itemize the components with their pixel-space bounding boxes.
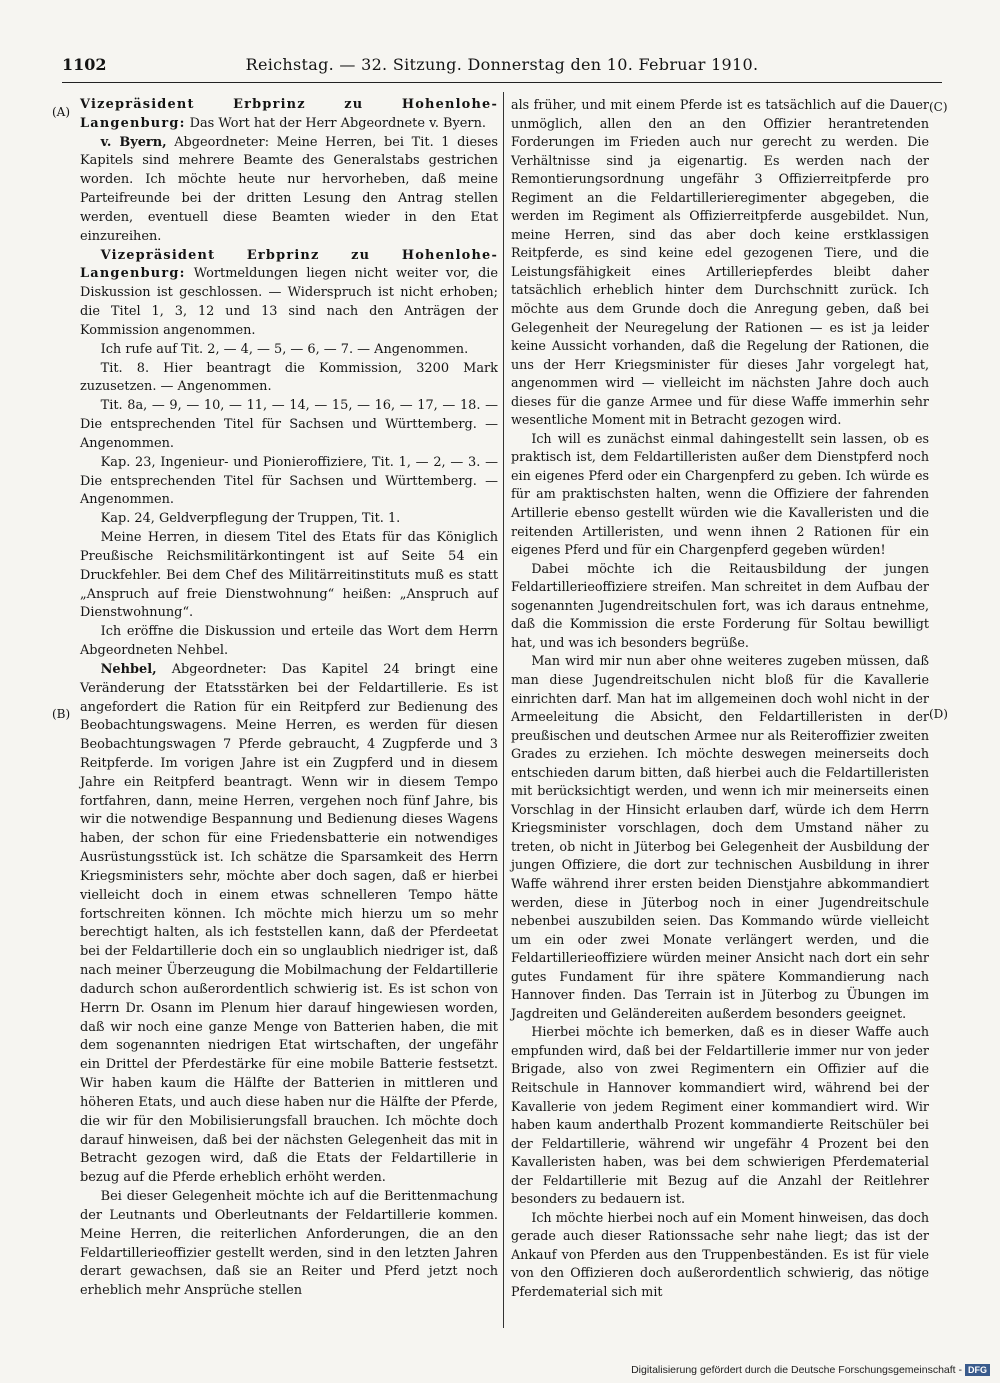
footer-text: Digitalisierung gefördert durch die Deutsche Forschungsgemeinschaft - [631,1364,962,1376]
speaker: v. Byern, [100,134,167,150]
paragraph [80,134,498,247]
margin-mark-d: (D) [929,707,948,721]
margin-mark-c: (C) [929,100,948,114]
paragraph: Ich möchte hierbei noch auf ein Moment hinweisen, das doch gerade auch dieser Rationssache sehr nahe liegt; das ist der Ankauf von Pferden aus den Truppenbeständen. Es ist für viele von den Offizieren doch außerordentlich schwierig, das nötige Pferdematerial sich mit [511,1209,929,1299]
paragraph: Bei dieser Gelegenheit möchte ich auf die Berittenmachung der Leutnants und Oberleutnants der Feldartillerie kommen. Meine Herren, die reiterlichen Anforderungen, die an den Feldartillerieoffizier gestellt werden, sind in den letzten Jahren derart gewachsen, daß sie an Reiter und Pferd jetzt noch erheblich mehr Ansprüche stellen [80,1189,498,1299]
running-header [62,50,942,80]
paragraph [80,96,498,134]
paragraph: Man wird mir nun aber ohne weiteres zugeben müssen, daß man diese Jugendreitschulen nicht bloß für die Kavallerie einrichten darf. Man hat im allgemeinen doch wohl nicht in der Armeeleitung die Absicht, den Feldartilleristen in der preußischen und deutschen Armee nur als Reiteroffizier zweiten Grades zu erziehen. Ich möchte deswegen meinerseits doch entschieden darum bitten, daß hierbei auch die Feldartilleristen mit berücksichtigt werden, und wenn ich mir meinerseits einen Vorschlag in der Hinsicht erlauben darf, würde ich dem Herrn Kriegsminister vorschlagen, doch dem Umstand näher zu treten, ob nicht in Jüterbog bei Gelegenheit der Ausbildung der jungen Offiziere, die dort zur technischen Ausbildung in ihrer Waffe während ihrer ersten beiden Dienstjahre abkommandiert werden, diese in Jüterbog noch in einer Jugendreitschule nebenbei auszubilden seien. Das Kommando würde vielleicht um ein oder zwei Monate verlängert werden, und die Feldartillerieoffiziere würden meiner Ansicht nach dort ein sehr gutes Fundament für ihre spätere Kommandierung nach Hannover finden. Das Terrain ist in Jüterbog zu Übungen im Jagdreiten und Geländereiten außerdem besonders geeignet. [511,653,929,1021]
speech-text: Abgeordneter: Das Kapitel 24 bringt eine Veränderung der Etatsstärken bei der Feldartillerie. Es ist angefordert die Ration für ein Reitpferd zur Bedienung des Beobachtungswagens. Meine Herren, es werden für diesen Beobachtungswagen 7 Pferde gebraucht, 4 Zugpferde und 3 Reitpferde. Im vorigen Jahre ist ein Zugpferd und in diesem Jahre ein Reitpferd beantragt. Wenn wir in diesem Tempo fortfahren, dann, meine Herren, vergehen noch fünf Jahre, bis wir die notwendige Bespannung und Bedienung dieses Wagens haben, der schon für eine Friedensbatterie ein notwendiges Ausrüstungsstück ist. Ich schätze die Sparsamkeit des Herrn Kriegsministers sehr, möchte aber doch sagen, daß er hierbei vielleicht doch in einem etwas schnelleren Tempo hätte fortschreiten können. Ich möchte mich hierzu um so mehr berechtigt halten, als ich feststellen kann, daß der Pferdeetat bei der Feldartillerie doch ein so unglaublich niedriger ist, daß nach meiner Überzeugung die Mobilmachung der Feldartillerie dadurch schon außerordentlich schwierig ist. Es ist schon von Herrn Dr. Osann im Plenum hier darauf hingewiesen worden, daß wir noch eine ganze Menge von Batterien haben, die mit dem sogenannten niedrigen Etat wirtschaften, der ungefähr ein Drittel der Pferdestärke für eine mobile Batterie festsetzt. Wir haben kaum die Hälfte der Batterien in mittleren und höheren Etats, und auch diese haben nur die Hälfte der Pferde, die wir für den Mobilisierungsfall brauchen. Ich möchte doch darauf hinweisen, daß bei der nächsten Gelegenheit das mit in Betracht gezogen wird, daß die Etats der Feldartillerie in bezug auf die Pferde erheblich erhöht werden. [80,661,498,1186]
header-rule [62,82,942,83]
paragraph: Ich rufe auf Tit. 2, — 4, — 5, — 6, — 7. — Angenommen. [100,341,469,357]
column-divider [503,92,504,1328]
speech-text: Wortmeldungen liegen nicht weiter vor, die Diskussion ist geschlossen. — Widerspruch ist nicht erhoben; die Titel 1, 3, 12 und 13 sind nach den Anträgen der Kommission angenommen. [80,266,498,338]
paragraph [80,661,498,1188]
page-number: 1102 [62,55,107,74]
margin-mark-a: (A) [52,105,71,119]
speech-text: Abgeordneter: Meine Herren, bei Tit. 1 dieses Kapitels sind mehrere Beamte des Generalstabs gestrichen worden. Ich möchte heute nur hervorheben, daß meine Parteifreunde bei der dritten Lesung den Antrag stellen werden, eventuell diese Beamten wieder in den Etat einzureihen. [80,134,498,244]
speaker: Nehbel, [100,661,157,677]
running-title: Reichstag. — 32. Sitzung. Donnerstag den 10. Februar 1910. [245,55,759,74]
paragraph: Hierbei möchte ich bemerken, daß es in dieser Waffe auch empfunden wird, daß bei der Feldartillerie immer nur von jeder Brigade, also von zwei Regimentern ein Offizier auf die Reitschule in Hannover kommandiert wird, während bei der Kavallerie von jedem Regiment einer kommandiert wird. Wir haben kaum anderthalb Prozent kommandierte Reitschüler bei der Feldartillerie, während wir ungefähr 4 Prozent bei den Kavalleristen haben, was bei dem schwierigen Pferdematerial der Feldartillerie mit Bezug auf die Anzahl der Reitlehrer besonders zu bedauern ist. [511,1024,929,1207]
dfg-logo: DFG [965,1364,990,1376]
paragraph: Kap. 24, Geldverpflegung der Truppen, Tit. 1. [100,511,401,527]
paragraph [80,247,498,341]
speech-text: Das Wort hat der Herr Abgeordnete v. Byern. [185,115,486,131]
digitization-footer [600,1364,990,1376]
paragraph: Tit. 8a, — 9, — 10, — 11, — 14, — 15, — 16, — 17, — 18. — Die entsprechenden Titel für Sachsen und Württemberg. — Angenommen. [80,398,498,451]
right-column [511,96,929,1302]
paragraph: Dabei möchte ich die Reitausbildung der jungen Feldartillerieoffiziere streifen. Man schreitet in dem Aufbau der sogenannten Jugendreitschulen fort, was ich daraus entnehme, daß die Kommission die erste Forderung für Soltau bewilligt hat, und was ich besonders begrüße. [511,560,929,650]
paragraph: Meine Herren, in diesem Titel des Etats für das Königlich Preußische Reichsmilitärkontingent ist auf Seite 54 ein Druckfehler. Bei dem Chef des Militärreitinstituts muß es statt „Anspruch auf freie Dienstwohnung“ heißen: „Anspruch auf Dienstwohnung“. [80,530,498,621]
paragraph: Kap. 23, Ingenieur- und Pionieroffiziere, Tit. 1, — 2, — 3. — Die entsprechenden Titel für Sachsen und Württemberg. — Angenommen. [80,454,498,508]
paragraph: als früher, und mit einem Pferde ist es tatsächlich auf die Dauer unmöglich, allen den an den Offizier herantretenden Forderungen im Frieden auch nur gerecht zu werden. Die Verhältnisse sind ja eigenartig. Es werden nach der Remontierungsordnung ungefähr 3 Offizierreitpferde pro Regiment an die Feldartillerieregimenter abgegeben, die werden im Regiment als Offizierreitpferde ausgebildet. Nun, meine Herren, sind das aber doch keine erstklassigen Reitpferde, es sind keine edel gezogenen Tiere, und die Leistungsfähigkeit eines Artilleriepferdes bleibt daher tatsächlich erheblich hinter dem Durchschnitt zurück. Ich möchte aus dem Grunde doch die Anregung geben, daß bei Gelegenheit der Neuregelung der Rationen — es ist ja leider keine Aussicht vorhanden, daß die Regelung der Rationen, die uns der Herr Kriegsminister für dieses Jahr vorgelegt hat, angenommen wird — vielleicht im nächsten Jahre doch auch dieses für die ganze Armee und für diese Waffe immerhin sehr wesentliche Moment mit in Betracht gezogen wird. [511,97,929,428]
margin-mark-b: (B) [52,707,71,721]
paragraph: Ich eröffne die Diskussion und erteile das Wort dem Herrn Abgeordneten Nehbel. [80,624,498,659]
left-column [80,96,498,1301]
speaker: Vizepräsident Erbprinz zu Hohenlohe-Langenburg: [80,247,498,282]
paragraph: Tit. 8. Hier beantragt die Kommission, 3200 Mark zuzusetzen. — Angenommen. [80,360,498,395]
paragraph: Ich will es zunächst einmal dahingestellt sein lassen, ob es praktisch ist, dem Feldartilleristen außer dem Dienstpferd noch ein eigenes Pferd oder ein Chargenpferd zu geben. Ich würde es für am praktischsten halten, wenn die Offiziere der fahrenden Artillerie ebenso gestellt würden wie die Kavalleristen und die reitenden Artilleristen, und wenn ihnen 2 Rationen für ein eigenes Pferd und für ein Chargenpferd gegeben würden! [511,430,929,558]
speaker: Vizepräsident Erbprinz zu Hohenlohe-Langenburg: [80,97,498,131]
